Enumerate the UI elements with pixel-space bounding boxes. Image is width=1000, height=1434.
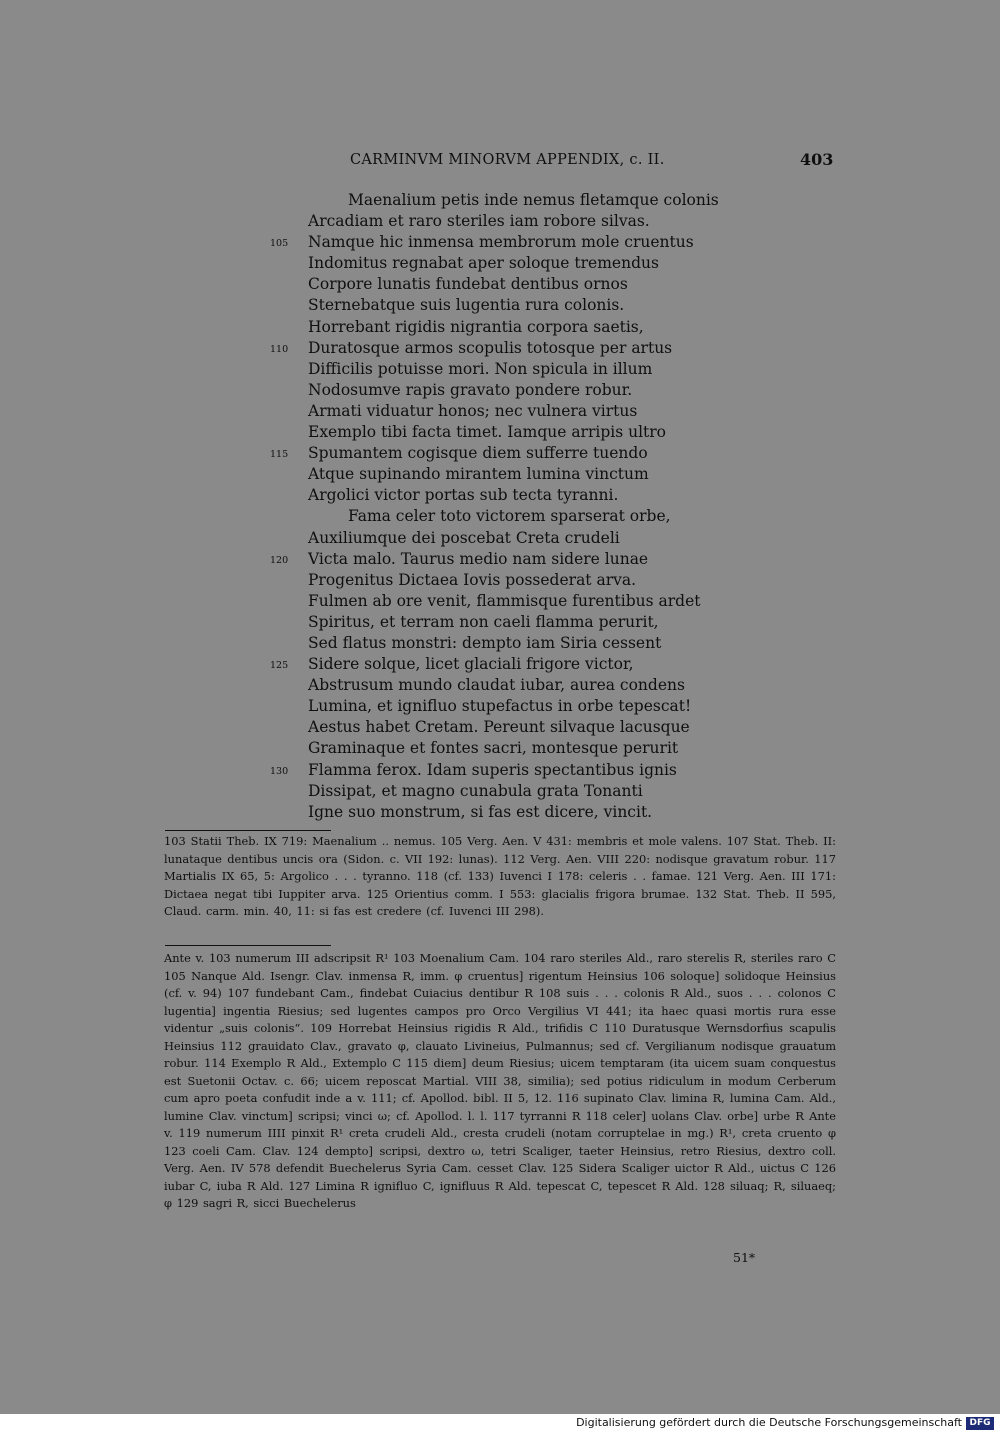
apparatus-rule [165, 945, 331, 946]
verse-text: Sternebatque suis lugentia rura colonis. [308, 296, 625, 315]
line-number: 110 [270, 343, 289, 355]
verse-text: Graminaque et fontes sacri, montesque perurit [308, 739, 679, 758]
verse-text: Maenalium petis inde nemus fletamque colonis [348, 191, 719, 209]
verse-line [0, 802, 1000, 823]
dfg-logo[interactable]: DFG [966, 1417, 994, 1430]
line-number: 105 [270, 238, 289, 250]
verse-line [0, 190, 1000, 211]
verse-line [0, 338, 1000, 359]
verse-line [0, 274, 1000, 295]
footer-credit[interactable]: Digitalisierung gefördert durch die Deutsche Forschungsgemeinschaft [576, 1416, 962, 1429]
verse-text: Fama celer toto victorem sparserat orbe, [348, 507, 671, 526]
verse-line [0, 380, 1000, 401]
verse-line [0, 781, 1000, 802]
verse-line [0, 485, 1000, 506]
verse-text: Argolici victor portas sub tecta tyranni. [308, 486, 619, 505]
page-number: 403 [800, 150, 834, 169]
verse-line [0, 549, 1000, 570]
verse-text: Atque supinando mirantem lumina vinctum [308, 465, 649, 484]
verse-text: Dissipat, et magno cunabula grata Tonanti [308, 781, 643, 800]
running-title: CARMINVM MINORVM APPENDIX, c. II. [350, 152, 665, 168]
verse-line [0, 675, 1000, 696]
verse-text: Armati viduatur honos; nec vulnera virtus [308, 401, 638, 420]
sources-text: 103 Statii Theb. IX 719: Maenalium .. nemus. 105 Verg. Aen. V 431: membris et mole valens. 107 Stat. Theb. II: lunataque dentibus uncis ora (Sidon. c. VII 192: lunas). 112 Verg. Aen. VIII 220: nodisque gravatum robur. 117 Martialis IX 65, 5: Argolico . . . tyranno. 118 (cf. 133) Iuvenci I 178: celeris . . famae. 121 Verg. Aen. III 171: Dictaea negat tibi Iuppiter arva. 125 Orientius comm. I 553: glacialis frigora brumae. 132 Stat. Theb. II 595, Claud. carm. min. 40, 11: si fas est credere (cf. Iuvenci III 298). [164, 834, 836, 918]
line-number: 125 [270, 660, 289, 672]
verse-text: Nodosumve rapis gravato pondere robur. [308, 380, 633, 399]
verse-text: Difficilis potuisse mori. Non spicula in illum [308, 359, 653, 378]
verse-line [0, 422, 1000, 443]
verse-text: Arcadiam et raro steriles iam robore silvas. [308, 212, 650, 231]
verse-text: Namque hic inmensa membrorum mole cruentus [308, 233, 694, 252]
verse-text: Sed flatus monstri: dempto iam Siria cessent [308, 633, 662, 652]
verse-line [0, 295, 1000, 316]
verse-text: Indomitus regnabat aper soloque tremendus [308, 254, 659, 273]
verse-line [0, 760, 1000, 781]
verse-text: Auxiliumque dei poscebat Creta crudeli [308, 528, 620, 547]
verse-text: Duratosque armos scopulis totosque per artus [308, 338, 673, 357]
verse-line [0, 633, 1000, 654]
verse-text: Lumina, et ignifluo stupefactus in orbe tepescat! [308, 697, 692, 716]
verse-text: Corpore lunatis fundebat dentibus ornos [308, 275, 628, 294]
footer-bar [0, 1414, 1000, 1434]
line-number: 115 [270, 449, 289, 461]
line-number: 130 [270, 765, 289, 777]
line-number: 120 [270, 554, 289, 566]
verse-text: Exemplo tibi facta timet. Iamque arripis ultro [308, 423, 667, 442]
verse-line [0, 717, 1000, 738]
verse-line [0, 232, 1000, 253]
verse-line [0, 401, 1000, 422]
verse-line [0, 612, 1000, 633]
verse-text: Igne suo monstrum, si fas est dicere, vincit. [308, 802, 653, 821]
verse-text: Progenitus Dictaea Iovis possederat arva. [308, 570, 637, 589]
sources-notes [164, 833, 836, 921]
verse-text: Flamma ferox. Idam superis spectantibus ignis [308, 760, 677, 779]
apparatus-text: Ante v. 103 numerum III adscripsit R¹ 103 Moenalium Cam. 104 raro steriles Ald., raro sterelis R, steriles raro C 105 Nanque Ald. Isengr. Clav. inmensa R, imm. φ cruentus] rigentum Heinsius 106 soloque] solidoque Heinsius (cf. v. 94) 107 fundebant Cam., findebat Cuiacius dentibur R 108 suis . . . colonis R Ald., suos . . . colonos C lugentia] ingentia Riesius; sed lugentes campos pro Orco Vergilius VI 441; ita haec quasi mortis rura esse videntur „suis colonis“. 109 Horrebat Heinsius rigidis R Ald., trifidis C 110 Duratusque Wernsdorfius scapulis Heinsius 112 grauidato Clav., gravato φ, clauato Livineius, Pulmannus; sed cf. Vergilianum nodisque grauatum robur. 114 Exemplo R Ald., Extemplo C 115 diem] deum Riesius; uicem temptaram (ita uicem suam conquestus est Suetonii Octav. c. 66; uicem reposcat Martial. VIII 38, similia); sed potius ridiculum in modum Cerberum cum apro poeta confudit inde a v. 111; cf. Apollod. bibl. II 5, 12. 116 supinato Clav. limina R, lumina Cam. Ald., lumine Clav. vinctum] scripsi; vinci ω; cf. Apollod. l. l. 117 tyrranni R 118 celer] uolans Clav. orbe] urbe R Ante v. 119 numerum IIII pinxit R¹ creta crudeli Ald., cresta crudeli (notam corruptelae in mg.) R¹, creta cruento φ 123 coeli Cam. Clav. 124 dempto] scripsi, dextro ω, tetri Scaliger, taeter Heinsius, retro Riesius, dextro coll. Verg. Aen. IV 578 defendit Buechelerus Syria Cam. cesset Clav. 125 Sidera Scaliger uictor R Ald., uictus C 126 iubar C, iuba R Ald. 127 Limina R ignifluo C, ignifluus R Ald. tepescat C, tepescet R Ald. 128 siluaq; R, siluaeq; φ 129 sagri R, sicci Buechelerus [164, 951, 836, 1210]
verse-line [0, 528, 1000, 549]
verse-text: Aestus habet Cretam. Pereunt silvaque lacusque [308, 718, 690, 737]
verse-line [0, 654, 1000, 675]
verse-text: Spumantem cogisque diem sufferre tuendo [308, 444, 648, 463]
signature-mark: 51* [733, 1250, 756, 1265]
verse-text: Abstrusum mundo claudat iubar, aurea condens [308, 676, 685, 695]
verse-line [0, 464, 1000, 485]
verse-line [0, 253, 1000, 274]
verse-text: Spiritus, et terram non caeli flamma perurit, [308, 612, 659, 631]
verse-line [0, 317, 1000, 338]
verse-line [0, 738, 1000, 759]
verse-line [0, 211, 1000, 232]
verse-line [0, 696, 1000, 717]
verse-text: Fulmen ab ore venit, flammisque furentibus ardet [308, 591, 701, 610]
verse-text: Horrebant rigidis nigrantia corpora saetis, [308, 317, 644, 336]
verse-line [0, 570, 1000, 591]
critical-apparatus [164, 950, 836, 1213]
poem-text [0, 190, 1000, 823]
verse-line [0, 591, 1000, 612]
verse-line [0, 359, 1000, 380]
verse-line [0, 443, 1000, 464]
verse-line [0, 506, 1000, 527]
verse-text: Sidere solque, licet glaciali frigore victor, [308, 655, 634, 674]
verse-text: Victa malo. Taurus medio nam sidere lunae [308, 549, 649, 568]
footnote-rule [165, 830, 331, 831]
